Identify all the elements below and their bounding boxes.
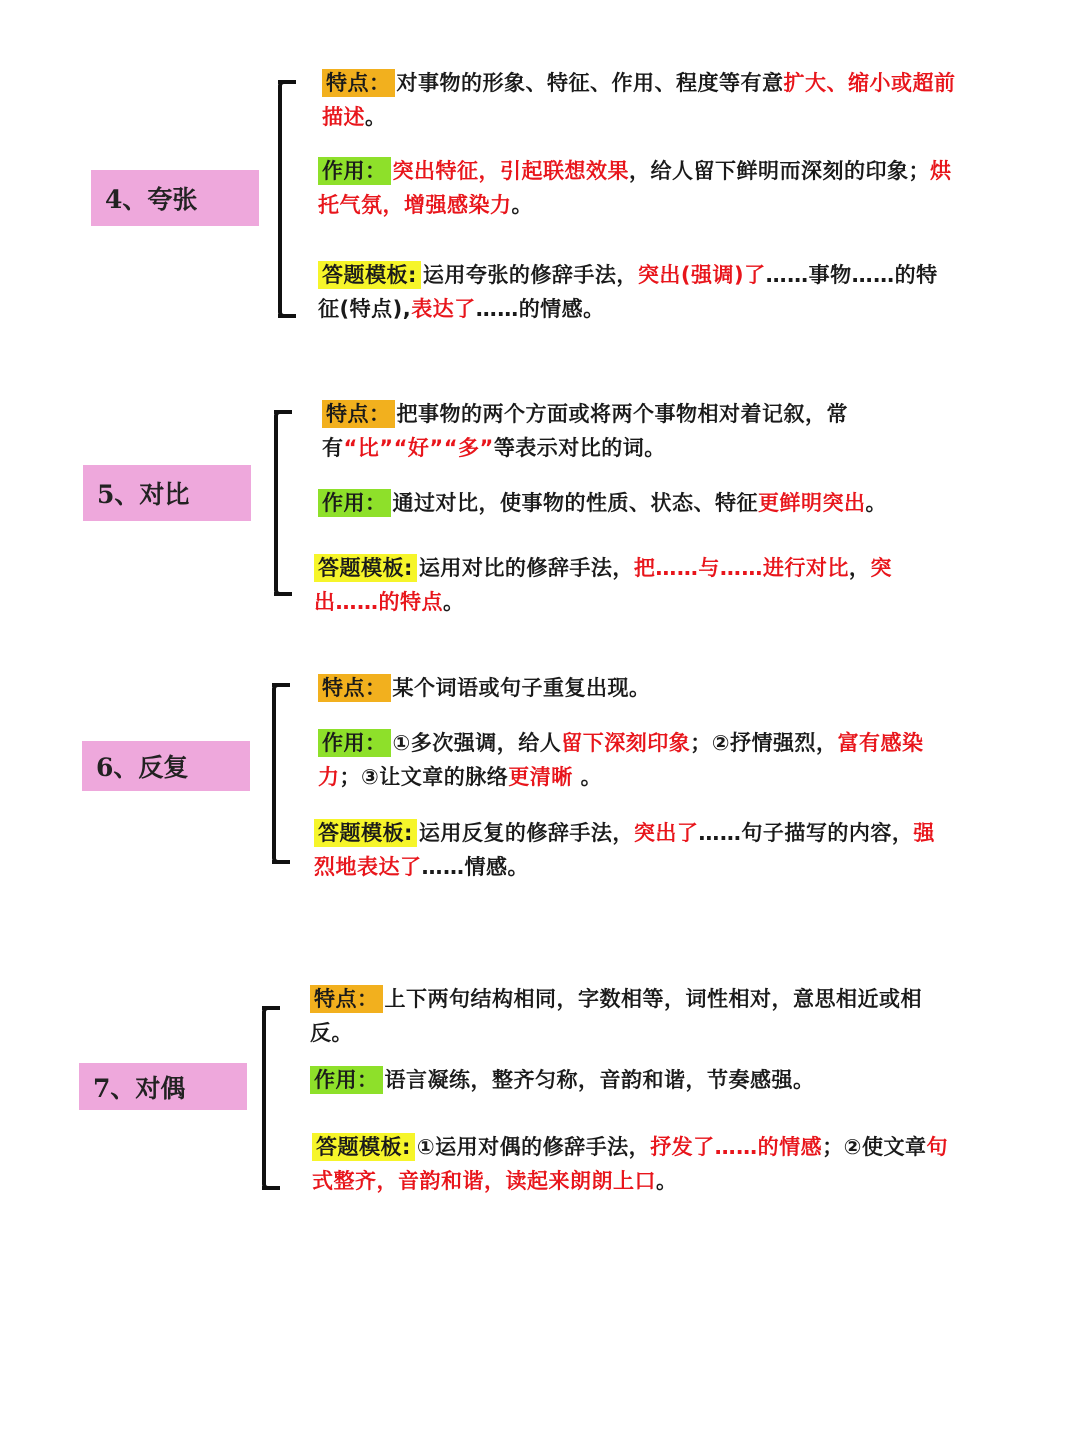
template-paragraph — [314, 551, 954, 619]
body-text: 运用反复的修辞手法， — [418, 821, 634, 845]
effect-paragraph — [318, 726, 958, 794]
effect-paragraph — [318, 486, 958, 520]
highlighted-text: 强烈地表达了 — [314, 821, 935, 879]
highlighted-text: 富有感染力 — [318, 731, 924, 789]
body-text: ；②使文章 — [822, 1135, 927, 1159]
body-text: 通过对比，使事物的性质、状态、特征 — [392, 491, 758, 515]
body-text: 。 — [511, 193, 533, 217]
body-text: ，给人留下鲜明而深刻的印象； — [629, 159, 930, 183]
template-tag: 答题模板: — [314, 819, 417, 847]
highlighted-text: 更清晰 — [508, 765, 573, 789]
effect-tag: 作用： — [318, 489, 391, 517]
section-label: 5、对比 — [83, 465, 251, 521]
body-text: 。 — [365, 105, 387, 129]
section-label: 6、反复 — [82, 741, 250, 791]
section-label: 4、夸张 — [91, 170, 259, 226]
body-text: ……情感。 — [421, 855, 529, 879]
highlighted-text: 烘托气氛，增强感染力 — [318, 159, 952, 217]
body-text: ， — [848, 556, 871, 580]
body-text: ；②抒情强烈， — [690, 731, 838, 755]
body-text: 。 — [443, 590, 465, 614]
body-text: ①多次强调，给人 — [392, 731, 562, 755]
feature-paragraph — [322, 66, 962, 134]
highlighted-text: 表达了 — [411, 297, 476, 321]
highlighted-text: 句式整齐，音韵和谐，读起来朗朗上口 — [312, 1135, 948, 1193]
body-text: ①运用对偶的修辞手法， — [416, 1135, 651, 1159]
bracket — [272, 683, 290, 864]
bracket — [262, 1006, 280, 1190]
body-text: 把事物的两个方面或将两个事物相对着记叙，常有 — [322, 402, 848, 460]
feature-tag: 特点： — [322, 69, 395, 97]
highlighted-text: 抒发了……的情感 — [650, 1135, 823, 1159]
feature-paragraph — [310, 982, 930, 1050]
effect-paragraph — [310, 1063, 950, 1097]
highlighted-text: 留下深刻印象 — [561, 731, 691, 755]
body-text: 运用对比的修辞手法， — [418, 556, 634, 580]
highlighted-text: 突出了 — [633, 821, 699, 845]
template-tag: 答题模板: — [312, 1133, 415, 1161]
feature-paragraph — [322, 397, 962, 465]
template-tag: 答题模板: — [314, 554, 417, 582]
feature-tag: 特点： — [318, 674, 391, 702]
template-paragraph — [312, 1130, 952, 1198]
effect-tag: 作用： — [318, 157, 391, 185]
body-text: 对事物的形象、特征、作用、程度等有意 — [396, 71, 784, 95]
highlighted-text: 扩大、缩小或超前描述 — [322, 71, 956, 129]
body-text: 。 — [865, 491, 887, 515]
body-text: ……事物……的特征(特点), — [318, 263, 938, 321]
template-tag: 答题模板: — [318, 261, 421, 289]
body-text: 上下两句结构相同，字数相等，词性相对，意思相近或相反。 — [310, 987, 922, 1045]
body-text: 。 — [656, 1169, 678, 1193]
body-text: 某个词语或句子重复出现。 — [392, 676, 651, 700]
effect-paragraph — [318, 154, 958, 222]
feature-tag: 特点： — [322, 400, 395, 428]
body-text: 。 — [572, 765, 603, 789]
highlighted-text: “比”“好”“多” — [343, 436, 494, 460]
section-label: 7、对偶 — [79, 1063, 247, 1110]
bracket — [278, 80, 296, 318]
template-paragraph — [314, 816, 954, 884]
body-text: ……的情感。 — [475, 297, 605, 321]
highlighted-text: 突出(强调)了 — [637, 263, 766, 287]
highlighted-text: 突出特征，引起联想效果 — [392, 159, 629, 183]
effect-tag: 作用： — [318, 729, 391, 757]
effect-tag: 作用： — [310, 1066, 383, 1094]
template-paragraph — [318, 258, 958, 326]
body-text: 语言凝练，整齐匀称，音韵和谐，节奏感强。 — [384, 1068, 815, 1092]
highlighted-text: 突出……的特点 — [314, 556, 892, 614]
feature-tag: 特点： — [310, 985, 383, 1013]
body-text: ；③让文章的脉络 — [339, 765, 509, 789]
body-text: ……句子描写的内容， — [698, 821, 914, 845]
body-text: 等表示对比的词。 — [493, 436, 666, 460]
body-text: 运用夸张的修辞手法， — [422, 263, 638, 287]
highlighted-text: 把……与……进行对比 — [633, 556, 849, 580]
bracket — [274, 410, 292, 596]
highlighted-text: 更鲜明突出 — [758, 491, 866, 515]
feature-paragraph — [318, 671, 958, 705]
